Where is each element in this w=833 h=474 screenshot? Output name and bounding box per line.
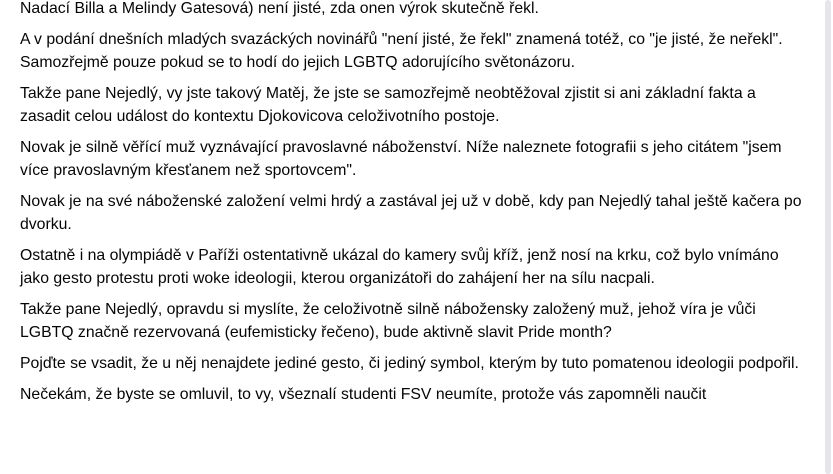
post-paragraph: Takže pane Nejedlý, opravdu si myslíte, že celoživotně silně nábožensky založený muž, jehož víra je vůči LGBTQ značně rezervovaná (eufemisticky řečeno), bude aktivně slavit Pride month?: [20, 301, 756, 341]
post-paragraph: Nadací Billa a Melindy Gatesová) není jisté, zda onen výrok skutečně řekl.: [20, 0, 539, 17]
post-paragraph: Pojďte se vsadit, že u něj nenajdete jediné gesto, či jediný symbol, kterým by tuto pomatenou ideologii podpořil.: [20, 355, 799, 372]
post-paragraph: Novak je na své náboženské založení velmi hrdý a zastával jej už v době, kdy pan Nejedlý tahal ještě kačera po dvorku.: [20, 193, 802, 233]
post-paragraph: Ostatně i na olympiádě v Paříži ostentativně ukázal do kamery svůj kříž, jenž nosí na krku, což bylo vnímáno jako gesto protestu proti woke ideologii, kterou organizátoři do zahájení her na sílu nacpali.: [20, 247, 779, 287]
post-paragraph: Takže pane Nejedlý, vy jste takový Matěj, že jste se samozřejmě neobtěžoval zjistit si ani základní fakta a zasadit celou událost do kontextu Djokovicova celoživotního postoje.: [20, 85, 756, 125]
scrollbar[interactable]: [822, 0, 833, 474]
post-paragraph: Novak je silně věřící muž vyznávající pravoslavné náboženství. Níže naleznete fotografii s jeho citátem "jsem více pravoslavným křesťanem než sportovcem".: [20, 139, 782, 179]
post-paragraph: Nečekám, že byste se omluvil, to vy, všeznalí studenti FSV neumíte, protože vás zapomněli naučit: [20, 386, 707, 403]
scrollbar-thumb[interactable]: [825, 0, 831, 474]
post-paragraph: A v podání dnešních mladých svazáckých novinářů "není jisté, že řekl" znamená totéž, co "je jisté, že neřekl". Samozřejmě pouze pokud se to hodí do jejich LGBTQ adorujícího světonázoru.: [20, 31, 783, 71]
post-text: [20, 0, 810, 414]
